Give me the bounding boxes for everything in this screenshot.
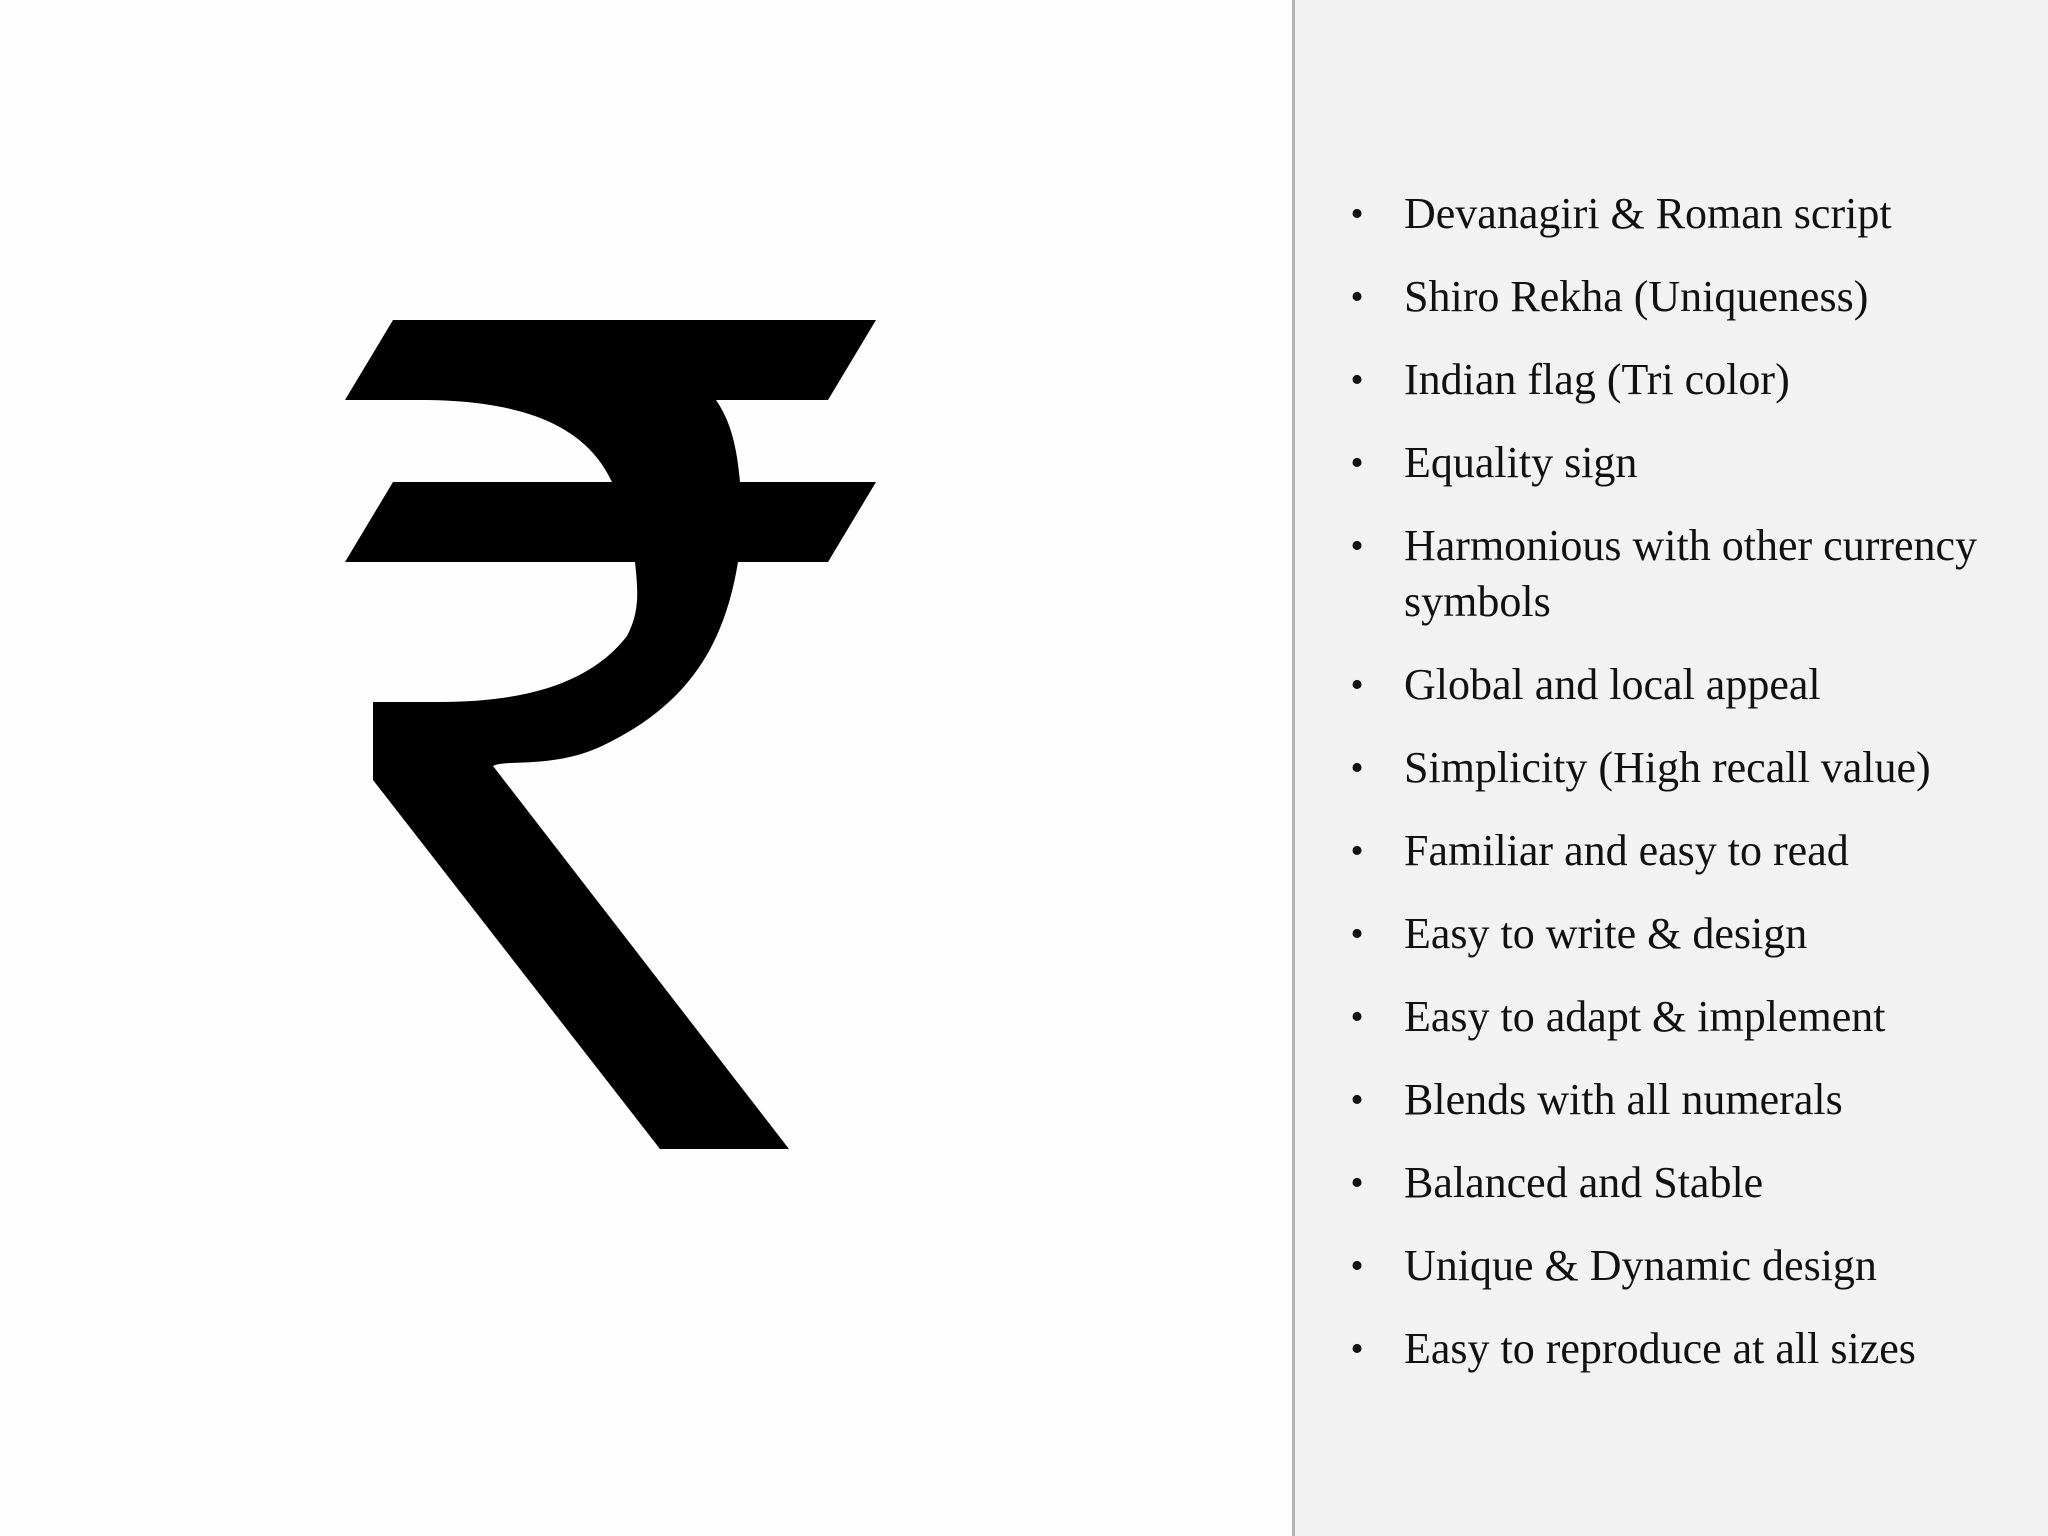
feature-list-item — [1346, 906, 2026, 962]
feature-list-item — [1346, 269, 2026, 325]
feature-text: Blends with all numerals — [1404, 1075, 1843, 1124]
bullet-icon: • — [1350, 1079, 1364, 1121]
bullet-icon: • — [1350, 1328, 1364, 1370]
feature-list-item — [1346, 518, 2026, 630]
bullet-icon: • — [1350, 442, 1364, 484]
bullet-icon: • — [1350, 996, 1364, 1038]
bullet-icon: • — [1350, 1162, 1364, 1204]
feature-text: Unique & Dynamic design — [1404, 1241, 1877, 1290]
feature-text: Shiro Rekha (Uniqueness) — [1404, 272, 1869, 321]
feature-list-item — [1346, 740, 2026, 796]
bullet-icon: • — [1350, 1245, 1364, 1287]
feature-text: Easy to write & design — [1404, 909, 1808, 958]
feature-text: Harmonious with other currency symbols — [1404, 521, 1978, 626]
feature-text: Devanagiri & Roman script — [1404, 189, 1892, 238]
feature-list-item — [1346, 186, 2026, 242]
bullet-icon: • — [1350, 913, 1364, 955]
feature-text: Global and local appeal — [1404, 660, 1821, 709]
rupee-symbol-shape — [345, 320, 876, 1149]
bullet-icon: • — [1350, 525, 1364, 567]
bullet-icon: • — [1350, 830, 1364, 872]
bullet-icon: • — [1350, 747, 1364, 789]
feature-text: Easy to adapt & implement — [1404, 992, 1886, 1041]
feature-list-item — [1346, 1155, 2026, 1211]
bullet-icon: • — [1350, 664, 1364, 706]
feature-text: Simplicity (High recall value) — [1404, 743, 1931, 792]
feature-list-item — [1346, 989, 2026, 1045]
feature-list-item — [1346, 823, 2026, 879]
feature-list-item — [1346, 1238, 2026, 1294]
feature-list — [1346, 186, 2026, 1404]
feature-text: Balanced and Stable — [1404, 1158, 1764, 1207]
bullet-icon: • — [1350, 359, 1364, 401]
feature-list-item — [1346, 657, 2026, 713]
feature-text: Equality sign — [1404, 438, 1638, 487]
feature-text: Indian flag (Tri color) — [1404, 355, 1790, 404]
feature-text: Easy to reproduce at all sizes — [1404, 1324, 1916, 1373]
feature-text: Familiar and easy to read — [1404, 826, 1849, 875]
feature-list-item — [1346, 352, 2026, 408]
feature-list-item — [1346, 1321, 2026, 1377]
feature-list-item — [1346, 1072, 2026, 1128]
bullet-icon: • — [1350, 193, 1364, 235]
bullet-icon: • — [1350, 276, 1364, 318]
feature-list-item — [1346, 435, 2026, 491]
